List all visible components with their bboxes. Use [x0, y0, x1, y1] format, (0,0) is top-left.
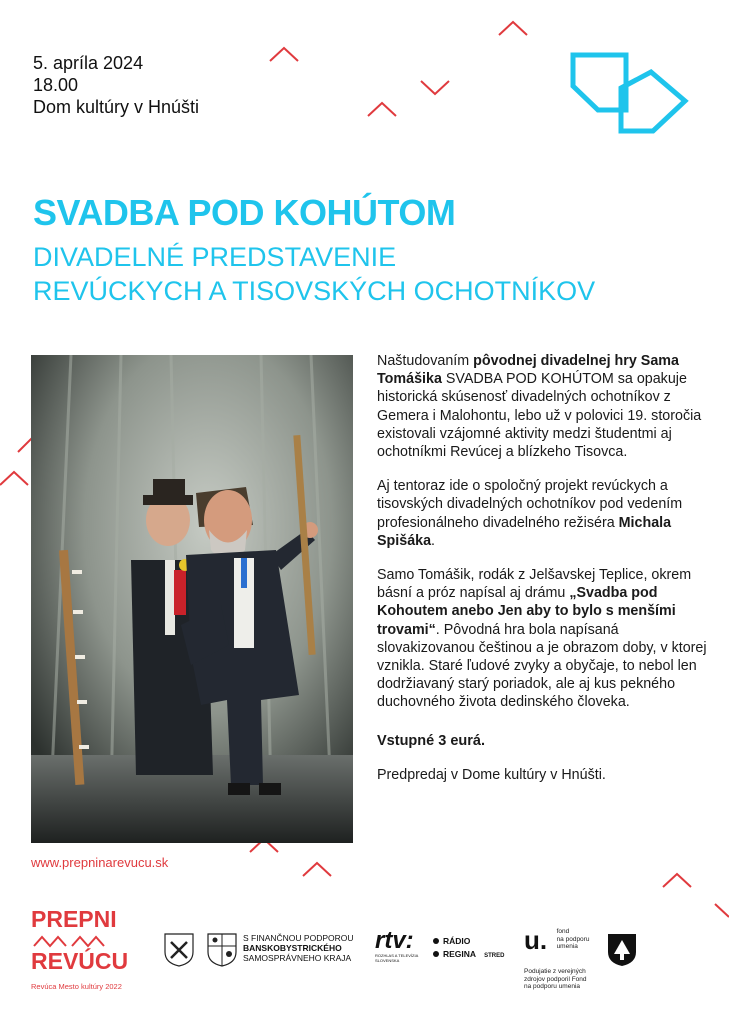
paragraph-2 — [377, 477, 707, 550]
prepni-revucu-logo — [31, 908, 128, 973]
p1-author-bold: pôvodnej divadelnej hry Sama Tomášika — [377, 353, 679, 388]
rtvs-mark: rtv: — [375, 927, 414, 954]
p3-text-c: . Pôvodná hra bola napísaná slovakizovanou češtinou a je obrazom doby, v ktorej vznikla. Staré ľudové zvyky a obyčaje, to nebol len dodržiavaný starý poriadok, ale aj kus pekného duchovného života dedinského človeka. — [377, 621, 707, 711]
logo-line-2: REVÚCU — [31, 948, 129, 974]
cyan-logo-icon — [568, 52, 692, 136]
price: Vstupné 3 eurá. — [377, 732, 485, 749]
fpu-line-3: umenia — [556, 943, 578, 950]
fpu-line-1: fond — [556, 928, 570, 935]
regina-label: REGINA — [443, 949, 476, 959]
radio-regina-logo — [433, 935, 504, 963]
p3-text-a: Samo Tomášik, rodák z Jelšavskej Teplice, okrem básní a próz napísal aj drámu — [377, 567, 692, 602]
paragraph-3 — [377, 566, 707, 712]
subtitle-line-1: DIVADELNÉ PREDSTAVENIE — [33, 242, 397, 272]
p1-text-c: SVADBA POD KOHÚTOM sa opakuje historická skúsenosť divadelných ochotníkov z Gemera i Malohontu, lebo už v polovici 19. storočia existovali vzájomné aktivity medzi študentmi aj ochotníkmi Revúcej a blízkeho Tisovca. — [377, 371, 702, 461]
description — [377, 352, 707, 800]
coat-of-arms-icon — [162, 932, 196, 968]
fpu-name — [557, 928, 590, 951]
bbsk-support-text — [243, 933, 354, 963]
website-link[interactable]: www.prepninarevucu.sk — [31, 855, 169, 870]
bbsk-line-1: S FINANČNOU PODPOROU — [243, 933, 354, 943]
p1-text-a: Naštudovaním — [377, 353, 474, 369]
stred-label: STRED — [484, 953, 505, 959]
town-coat-of-arms-icon — [606, 932, 638, 968]
p2-director-bold: Michala Spišáka — [377, 514, 672, 549]
theater-scene-image — [31, 355, 353, 843]
rtvs-logo — [375, 929, 421, 963]
bbsk-line-3: SAMOSPRÁVNEHO KRAJA — [243, 953, 352, 963]
p2-text-c: . — [431, 532, 436, 549]
fpu-mark: u. — [524, 925, 548, 955]
logo-line-1: PREPNI — [31, 906, 117, 932]
paragraph-1 — [377, 352, 707, 461]
logo-tagline: Revúca Mesto kultúry 2022 — [31, 982, 122, 991]
page-title: SVADBA POD KOHÚTOM — [33, 192, 456, 233]
radio-label: RÁDIO — [443, 936, 471, 946]
p2-text-a: Aj tentoraz ide o spoločný projekt revúckych a tisovských divadelných ochotníkov pod vedením profesionálneho divadelného režiséra — [377, 478, 683, 531]
subtitle-line-2: REVÚCKYCH A TISOVSKÝCH OCHOTNÍKOV — [33, 276, 596, 306]
rtvs-subtext: ROZHLAS A TELEVÍZIA SLOVENSKA — [375, 953, 419, 963]
page-subtitle — [33, 240, 595, 308]
event-venue: Dom kultúry v Hnúšti — [33, 97, 200, 117]
p3-drama-bold: „Svadba pod Kohoutem anebo Jen aby to bylo s menšími trovami“ — [377, 585, 676, 638]
event-date: 5. apríla 2024 — [33, 53, 144, 73]
radio-line-2 — [433, 948, 504, 963]
fpu-logo — [524, 926, 589, 954]
fpu-note: Podujatie z verejných zdrojov podporil Fond na podporu umenia — [524, 968, 587, 990]
logo-wave-icon — [32, 934, 110, 948]
theater-photo — [31, 355, 353, 843]
radio-line-1 — [433, 935, 504, 948]
fpu-line-2: na podporu — [556, 935, 590, 943]
event-time: 18.00 — [33, 75, 79, 95]
bbsk-coat-of-arms-icon — [206, 932, 238, 968]
bbsk-line-2: BANSKOBYSTRICKÉHO — [243, 943, 342, 953]
presale-info: Predpredaj v Dome kultúry v Hnúšti. — [377, 766, 606, 783]
